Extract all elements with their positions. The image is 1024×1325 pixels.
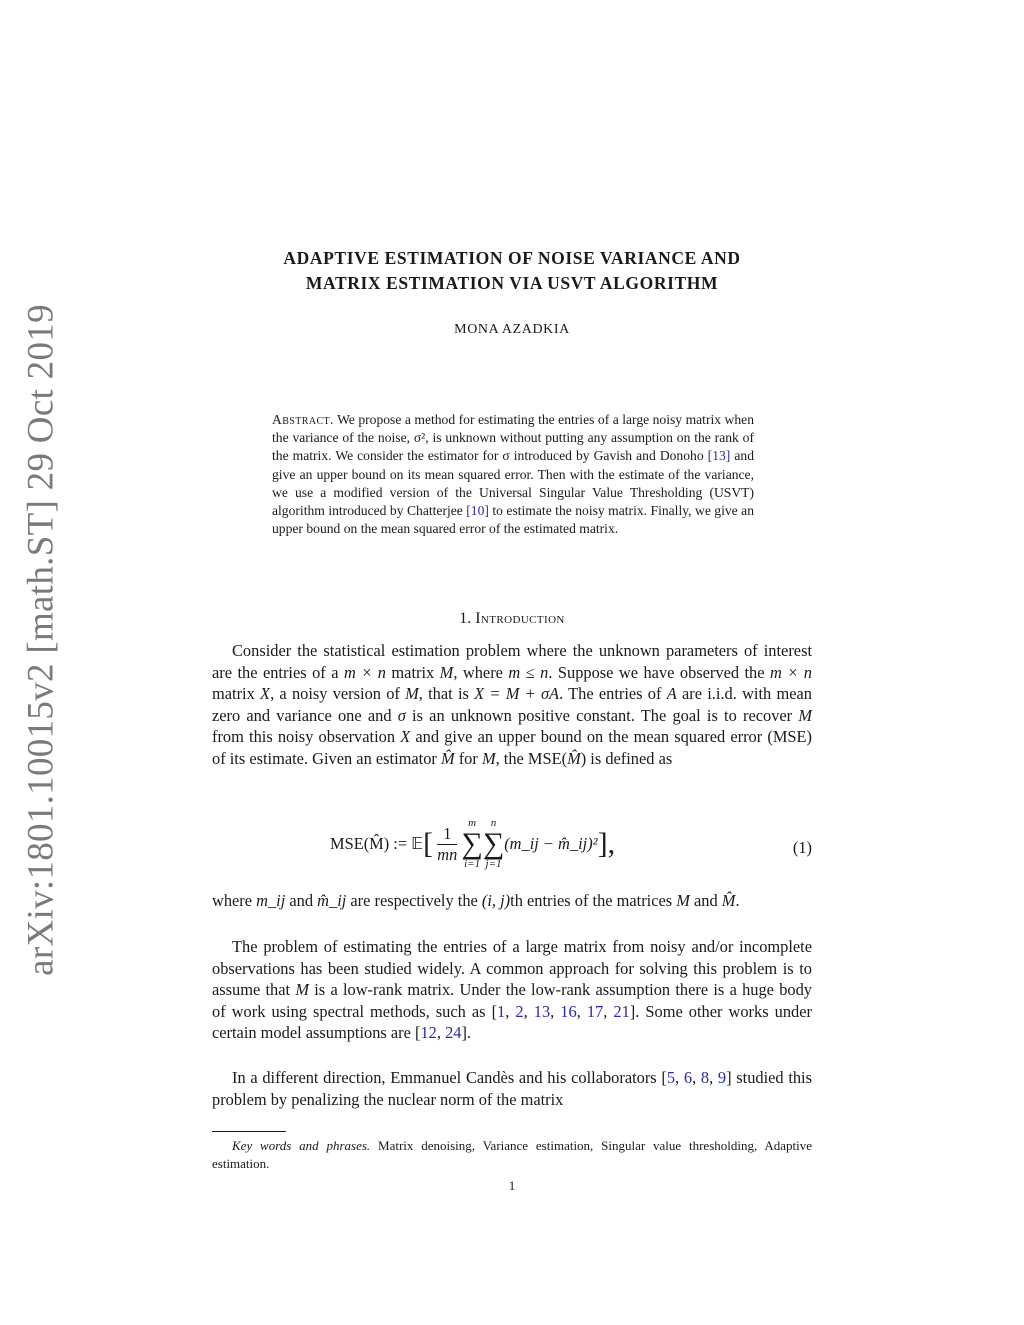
citation[interactable]: 6 bbox=[683, 1068, 693, 1087]
footnote bbox=[212, 1137, 812, 1173]
paragraph-after-equation: where m_ij and m̂_ij are respectively the (i, j)th entries of the matrices M and M̂. bbox=[212, 891, 740, 910]
footnote-label: Key words and phrases. bbox=[232, 1138, 371, 1153]
citation[interactable]: 17 bbox=[586, 1001, 604, 1021]
equation-sum-j: n ∑ j=1 bbox=[482, 817, 505, 870]
citation[interactable]: 1 bbox=[497, 1001, 506, 1021]
abstract-citation-10[interactable]: [10] bbox=[466, 503, 489, 519]
abstract-text-3: to estimate the noisy matrix. Finally, we give an upper bound on the mean squared error of the estimated matrix. bbox=[272, 503, 754, 537]
section-title: Introduction bbox=[475, 610, 565, 627]
equation-sum-i: m ∑ i=1 bbox=[461, 817, 483, 870]
citation[interactable]: 21 bbox=[613, 1001, 630, 1021]
citation[interactable]: 12 bbox=[420, 1023, 437, 1043]
citation[interactable]: 2 bbox=[515, 1001, 524, 1021]
abstract bbox=[272, 411, 754, 538]
arxiv-stamp bbox=[0, 0, 82, 1325]
equation-1 bbox=[212, 818, 812, 878]
equation-body bbox=[330, 818, 770, 878]
citation[interactable]: 5 bbox=[666, 1068, 676, 1087]
page-number: 1 bbox=[508, 1178, 516, 1193]
paragraph-2: The problem of estimating the entries of a large matrix from noisy and/or incomplete observations has been studied widely. A common approach for solving this problem is to assume that M is a low-rank matrix. Under the low-rank assumption there is a huge body of work using spectral methods, such as [1, 2, 13, 16, 17, 21]. Some other works under certain model assumptions are [12, 24]. bbox=[212, 937, 812, 1043]
section-heading bbox=[212, 610, 812, 628]
arxiv-stamp-text: arXiv:1801.10015v2 [math.ST] 29 Oct 2019 bbox=[20, 304, 62, 976]
equation-fraction: $\frac{1}{mn}$ bbox=[437, 823, 458, 864]
equation-bracket-open: [ bbox=[423, 827, 434, 860]
equation-number: (1) bbox=[792, 838, 812, 857]
title-line-1: ADAPTIVE ESTIMATION OF NOISE VARIANCE AND bbox=[283, 248, 741, 268]
title-line-2: MATRIX ESTIMATION VIA USVT ALGORITHM bbox=[305, 273, 719, 293]
citation[interactable]: 16 bbox=[560, 1001, 577, 1021]
equation-bracket-close: ], bbox=[597, 827, 616, 860]
author-name: MONA AZADKIA bbox=[454, 322, 570, 337]
paragraph-3: In a different direction, Emmanuel Candès and his collaborators [5, 6, 8, 9] studied this problem by penalizing the nuclear norm of the matrix bbox=[212, 1068, 812, 1109]
abstract-citation-13[interactable]: [13] bbox=[707, 448, 731, 464]
footnote-text: Matrix denoising, Variance estimation, Singular value thresholding, Adaptive estimation. bbox=[212, 1138, 812, 1171]
equation-lhs: MSE(M̂) := 𝔼 bbox=[330, 834, 424, 853]
citation[interactable]: 8 bbox=[700, 1068, 710, 1087]
paragraph-1: Consider the statistical estimation problem where the unknown parameters of interest are the entries of a m × n matrix M, where m ≤ n. Suppose we have observed the m × n matrix X, a noisy version of M, that is X = M + σA. The entries of A are i.i.d. with mean zero and variance one and σ is an unknown positive constant. The goal is to recover M from this noisy observation X and give an upper bound on the mean squared error (MSE) of its estimate. Given an estimator M̂ for M, the MSE(M̂) is defined as bbox=[212, 641, 812, 768]
section-number: 1. bbox=[459, 610, 472, 627]
abstract-text-2: and give an upper bound on its mean squared error. Then with the estimate of the variance, we use a modified version of the Universal Singular Value Thresholding (USVT) algorithm introduced by Chatterjee bbox=[272, 448, 754, 519]
equation-summand: (m_ij − m̂_ij)² bbox=[504, 834, 598, 853]
abstract-heading: Abstract. bbox=[272, 412, 334, 427]
abstract-text-1: We propose a method for estimating the entries of a large noisy matrix when the variance of the noise, σ², is unknown without putting any assumption on the rank of the matrix. We consider the estimator for σ introduced by Gavish and Donoho bbox=[272, 412, 754, 464]
footnote-rule bbox=[212, 1131, 286, 1132]
paper-title bbox=[212, 246, 812, 296]
citation[interactable]: 24 bbox=[445, 1023, 462, 1043]
citation[interactable]: 9 bbox=[717, 1068, 727, 1087]
citation[interactable]: 13 bbox=[533, 1001, 551, 1021]
